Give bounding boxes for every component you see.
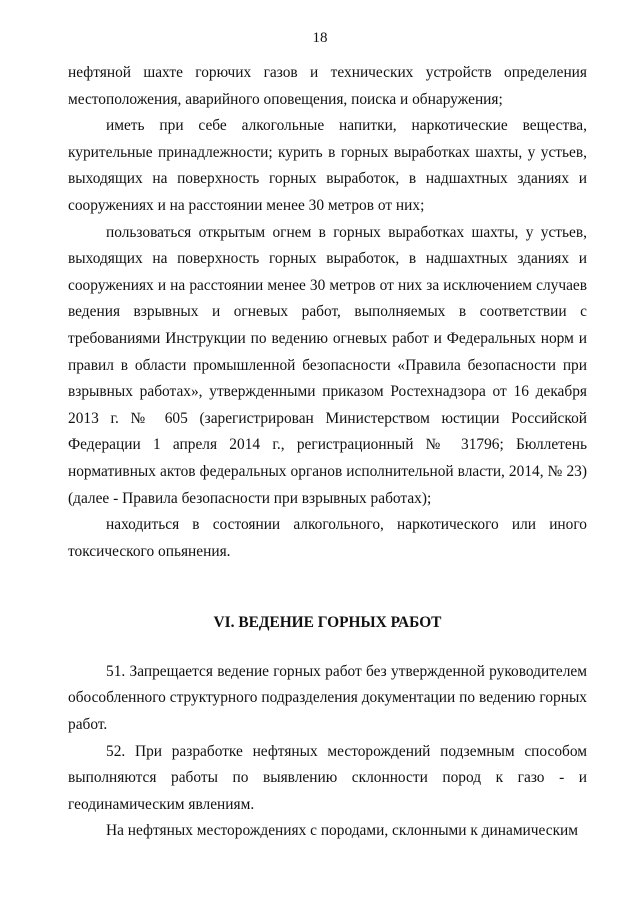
paragraph-continuation: нефтяной шахте горючих газов и технических устройств определения местоположения, аварийного оповещения, поиска и обнаружения; — [68, 64, 587, 108]
paragraph-51: 51. Запрещается ведение горных работ без утвержденной руководителем обособленного структурного подразделения документации по ведению горных работ. — [68, 662, 587, 734]
spacer — [68, 637, 587, 659]
page-number: 18 — [312, 30, 328, 46]
paragraph-alcohol-smoking: иметь при себе алкогольные напитки, наркотические вещества, курительные принадлежности; курить в горных выработках шахты, у устьев, выходящих на поверхность горных выработок, в надшахтных зданиях и сооружениях и на расстоянии менее 30 метров от них; — [68, 117, 587, 214]
paragraph-intoxication: находиться в состоянии алкогольного, наркотического или иного токсического опьянения. — [68, 516, 587, 560]
paragraph-open-fire: пользоваться открытым огнем в горных выработках шахты, у устьев, выходящих на поверхность горных выработок, в надшахтных зданиях и сооружениях и на расстоянии менее 30 метров от них за исключением случаев ведения взрывных и огневых работ, выполняемых в соответствии с требованиями Инструкции по ведению огневых работ и Федеральных норм и правил в области промышленной безопасности «Правила безопасности при взрывных работах», утвержденными приказом Ростехнадзора от 16 декабря 2013 г. № 605 (зарегистрирован Министерством юстиции Российской Федерации 1 апреля 2014 г., регистрационный № 31796; Бюллетень нормативных актов федеральных органов исполнительной власти, 2014, № 23) (далее - Правила безопасности при взрывных работах); — [68, 223, 587, 507]
section-heading: VI. ВЕДЕНИЕ ГОРНЫХ РАБОТ — [213, 614, 442, 632]
page-content — [68, 60, 587, 845]
spacer — [68, 565, 587, 610]
paragraph-52: 52. При разработке нефтяных месторождений подземным способом выполняются работы по выявлению склонности пород к газо - и геодинамическим явлениям. — [68, 742, 587, 813]
paragraph-dynamic-rocks: На нефтяных месторождениях с породами, склонными к динамическим — [106, 822, 579, 840]
